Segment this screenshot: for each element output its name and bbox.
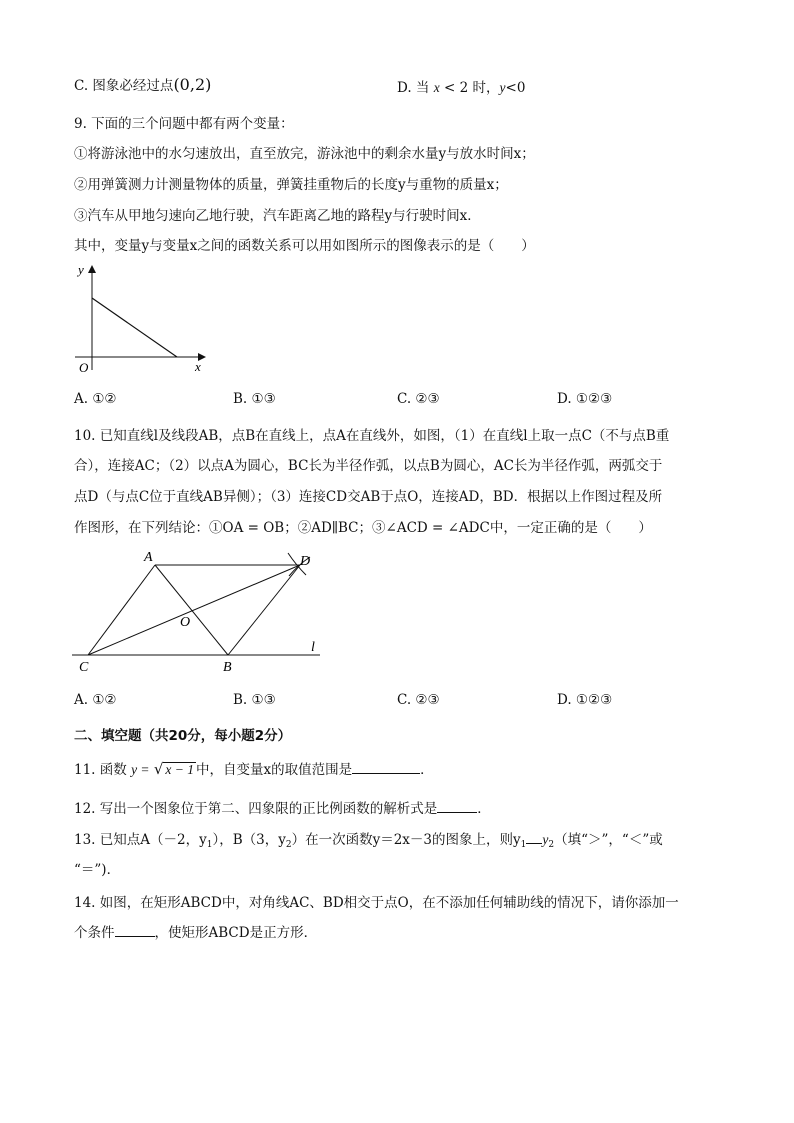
- q9-item-2: ②用弹簧测力计测量物体的质量，弹簧挂重物后的长度y与重物的质量x；: [74, 177, 508, 193]
- q9-y-label: y: [78, 262, 84, 277]
- q8-option-c: C. 图象必经过点(0,2): [74, 75, 212, 94]
- q10-line-3: 点D（与点C位于直线AB异侧）；（3）连接CD交AB于点O，连接AD，BD．根据以上作图过程及所: [74, 489, 663, 505]
- q9-option-b: B. ①③: [233, 391, 276, 407]
- q12-answer-blank: [437, 800, 477, 813]
- q8-point: (0,2): [173, 75, 212, 94]
- q10-line-1: 10. 已知直线l及线段AB，点B在直线上，点A在直线外，如图，（1）在直线l上取一点C（不与点B重: [74, 428, 670, 444]
- q10-option-d: D. ①②③: [557, 692, 613, 708]
- q9-graph-line: [92, 298, 177, 357]
- q9-item-1: ①将游泳池中的水匀速放出，直至放完，游泳池中的剩余水量y与放水时间x；: [74, 146, 535, 162]
- q10-label-c: C: [79, 660, 89, 675]
- q9-option-d: D. ①②③: [557, 391, 613, 407]
- q13-line-1: 13. 已知点A（－2，$y_1$），B（3，$y_2$）在一次函数y＝2x－3的图象上，则$y_1$ $y_2$（填“＞”，“＜”或: [74, 832, 663, 850]
- q10-line-2: 合），连接AC；（2）以点A为圆心，BC长为半径作弧，以点B为圆心，AC长为半径作弧，两弧交于: [74, 458, 663, 474]
- section-2-title: 二、填空题（共20分，每小题2分）: [74, 728, 292, 744]
- q9-origin-label: O: [79, 360, 89, 375]
- q11: 11. 函数 y = √ x − 1 中，自变量x的取值范围是 ．: [74, 760, 434, 778]
- q10-label-b: B: [223, 660, 232, 675]
- q10-label-a: A: [144, 550, 153, 565]
- q14-answer-blank: [115, 924, 155, 937]
- q9-question: 其中，变量y与变量x之间的函数关系可以用如图所示的图像表示的是（ ）: [74, 238, 535, 254]
- q10-label-o: O: [180, 615, 191, 630]
- q12: 12. 写出一个图象位于第二、四象限的正比例函数的解析式是 ．: [74, 801, 491, 817]
- q9-item-3: ③汽车从甲地匀速向乙地行驶，汽车距离乙地的路程y与行驶时间x．: [74, 208, 481, 224]
- q10-option-c: C. ②③: [397, 692, 440, 708]
- q9-option-c: C. ②③: [397, 391, 440, 407]
- q9-stem: 9. 下面的三个问题中都有两个变量：: [74, 116, 294, 132]
- q9-x-label: x: [195, 359, 201, 374]
- q10-label-l: l: [311, 640, 315, 655]
- q10-label-d: D: [300, 554, 311, 569]
- q10-option-a: A. ①②: [74, 692, 117, 708]
- q11-answer-blank: [352, 761, 420, 774]
- q13-line-2: “＝”)．: [74, 862, 121, 878]
- q8-option-d: D. 当 x < 2 时，y<0: [397, 80, 526, 96]
- q10-segment-ca: [88, 565, 155, 655]
- q10-segment-cd: [88, 565, 300, 655]
- q13-answer-blank: [526, 831, 542, 844]
- q14-line-2: 个条件 ，使矩形ABCD是正方形．: [74, 925, 318, 941]
- q9-graph: [70, 258, 215, 378]
- q10-segment-ab: [155, 565, 228, 655]
- q10-figure: [60, 545, 340, 675]
- q10-segment-bd: [228, 565, 300, 655]
- q10-line-4: 作图形，在下列结论：①OA = OB；②AD∥BC；③∠ACD = ∠ADC中，一定正确的是（ ）: [74, 520, 652, 536]
- q10-option-b: B. ①③: [233, 692, 276, 708]
- q14-line-1: 14. 如图，在矩形ABCD中，对角线AC、BD相交于点O，在不添加任何辅助线的情况下，请你添加一: [74, 895, 679, 911]
- q9-option-a: A. ①②: [74, 391, 117, 407]
